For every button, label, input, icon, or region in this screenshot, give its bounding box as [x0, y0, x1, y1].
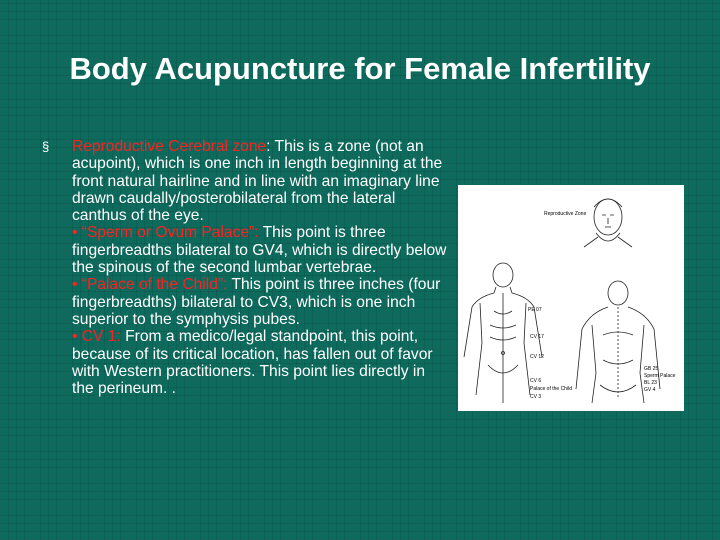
label-bl23: BL 23	[644, 380, 657, 386]
label-sperm-palace: Sperm Palace	[644, 373, 676, 379]
acupuncture-diagram-svg	[458, 185, 684, 411]
cv1-text: From a medico/legal standpoint, this point, because of its critical location, has fallen out of favor with Western practitioners. This point lies directly in the perineum. .	[72, 328, 433, 398]
body-text	[72, 138, 447, 397]
label-gv4: GV 4	[644, 387, 656, 393]
sperm-ovum-palace-label: • “Sperm or Ovum Palace”:	[72, 224, 259, 242]
label-cv12: CV 12	[530, 354, 544, 360]
head-illustration	[584, 199, 632, 247]
slide-title: Body Acupuncture for Female Infertility	[69, 51, 651, 86]
label-palace-of-child: Palace of the Child	[530, 386, 572, 392]
sperm-ovum-palace-text: This point is three fingerbreadths bilateral to GV4, which is directly below the spinous of the second lumbar vertebrae.	[72, 224, 447, 277]
bullet-marker: §	[42, 139, 50, 154]
cv1-label: • CV 1:	[72, 328, 121, 346]
label-reproductive-zone: Reproductive Zone	[544, 211, 587, 217]
reproductive-zone-text: : This is a zone (not an acupoint), which is one inch in length beginning at the front natural hairline and in line with an imaginary line drawn caudally/posterobilateral from the lateral canthus of the eye.	[72, 138, 443, 225]
label-gb25: GB 25	[644, 366, 659, 372]
label-pe: PE 07	[528, 307, 542, 313]
palace-of-child-text: This point is three inches (four fingerbreadths) bilateral to CV3, which is one inch superior to the symphysis pubes.	[72, 276, 441, 328]
acupuncture-diagram	[458, 185, 684, 411]
label-cv6: CV 6	[530, 378, 542, 384]
label-cv3: CV 3	[530, 394, 542, 400]
reproductive-zone-label: Reproductive Cerebral zone	[72, 138, 267, 155]
label-cv17: CV 17	[530, 334, 544, 340]
palace-of-child-label: • “Palace of the Child”:	[72, 276, 228, 294]
